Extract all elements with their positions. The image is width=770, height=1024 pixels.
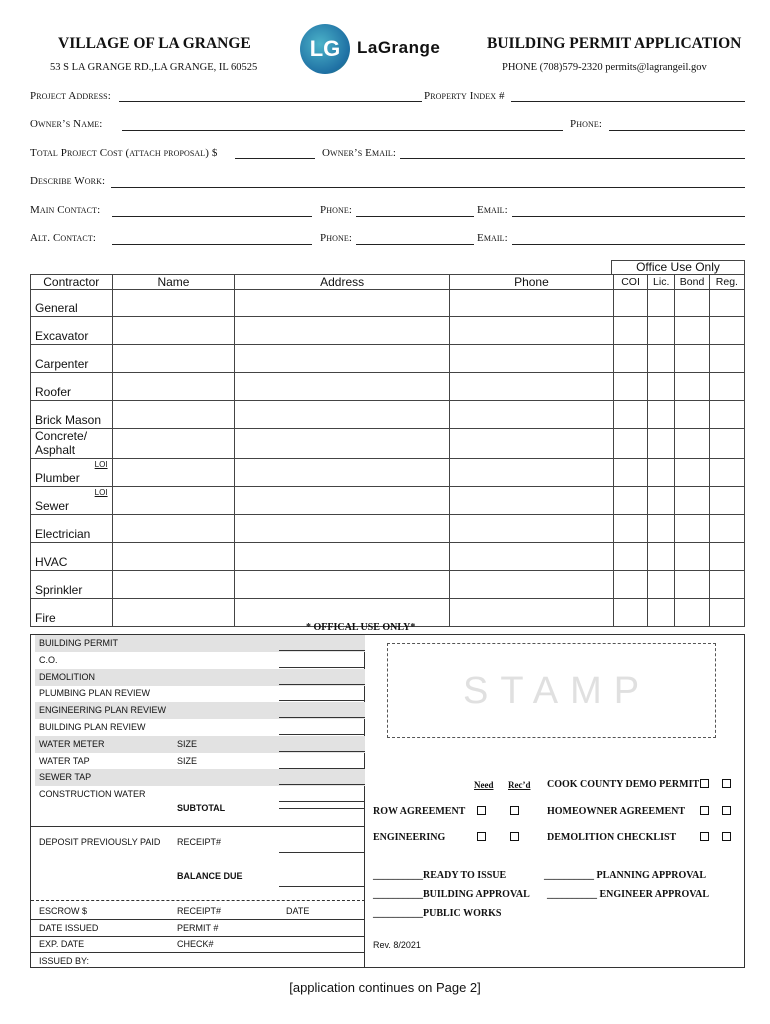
homeowner-agreement-label: HOMEOWNER AGREEMENT	[547, 806, 686, 817]
contractor-entry-cell[interactable]	[112, 459, 235, 487]
contractor-type-text: Sprinkler	[35, 583, 83, 597]
office-check-cell[interactable]	[675, 317, 709, 345]
public-works-item[interactable]: __________PUBLIC WORKS	[373, 908, 502, 919]
owner-phone-field[interactable]	[609, 130, 745, 131]
cook-county-label: COOK COUNTY DEMO PERMIT	[547, 779, 700, 790]
building-approval-item[interactable]: __________BUILDING APPROVAL	[373, 889, 530, 900]
contractor-entry-cell[interactable]	[449, 571, 613, 599]
size-label: SIZE	[177, 755, 198, 766]
office-check-cell[interactable]	[675, 459, 709, 487]
office-check-cell[interactable]	[648, 515, 675, 543]
demo-checklist-need-checkbox[interactable]	[700, 832, 709, 841]
table-row	[31, 317, 745, 345]
contractor-entry-cell[interactable]	[235, 487, 449, 515]
fee-label: CONSTRUCTION WATER	[39, 789, 146, 800]
table-row	[31, 459, 745, 487]
office-check-cell[interactable]	[614, 401, 648, 429]
issued-by-row: ISSUED BY:	[39, 956, 90, 966]
contractor-entry-cell[interactable]	[112, 571, 235, 599]
office-check-cell[interactable]	[614, 429, 648, 459]
office-check-cell[interactable]	[648, 317, 675, 345]
project-address-label: Project Address:	[30, 90, 111, 102]
exp-date-row: EXP. DATE CHECK#	[39, 939, 214, 949]
table-row	[31, 571, 745, 599]
main-contact-field[interactable]	[112, 216, 312, 217]
contractor-type-text: Sewer	[35, 499, 70, 513]
contractor-entry-cell[interactable]	[449, 317, 613, 345]
logo-emblem-icon: LG	[300, 24, 350, 74]
stamp-watermark: STAMP	[463, 670, 652, 712]
main-phone-field[interactable]	[356, 216, 474, 217]
office-check-cell[interactable]	[675, 599, 709, 627]
logo-wordmark: LaGrange	[357, 38, 441, 57]
contractor-entry-cell[interactable]	[235, 290, 449, 317]
fee-label: PLUMBING PLAN REVIEW	[39, 688, 151, 699]
village-logo	[300, 24, 350, 74]
contractor-entry-cell[interactable]	[449, 429, 613, 459]
row-agreement-recd-checkbox[interactable]	[510, 806, 519, 815]
contractor-type-label	[31, 515, 113, 543]
office-check-cell[interactable]	[614, 543, 648, 571]
office-check-cell[interactable]	[675, 401, 709, 429]
table-row	[31, 373, 745, 401]
fee-label: DEMOLITION	[39, 671, 96, 682]
revision-label: Rev. 8/2021	[373, 940, 421, 950]
office-check-cell[interactable]	[709, 515, 744, 543]
contractor-type-text: Carpenter	[35, 357, 89, 371]
office-check-cell[interactable]	[709, 345, 744, 373]
office-check-cell[interactable]	[709, 373, 744, 401]
office-check-cell[interactable]	[709, 317, 744, 345]
engineering-need-checkbox[interactable]	[477, 832, 486, 841]
office-check-cell[interactable]	[614, 515, 648, 543]
row-agreement-label: ROW AGREEMENT	[373, 806, 466, 817]
office-check-cell[interactable]	[614, 290, 648, 317]
fee-label: WATER TAP	[39, 755, 90, 766]
contractor-type-label	[31, 373, 113, 401]
table-row	[31, 290, 745, 317]
contractor-type-label	[31, 599, 113, 627]
contractor-entry-cell[interactable]	[112, 543, 235, 571]
owners-name-field[interactable]	[122, 130, 563, 131]
contractor-type-label	[31, 317, 113, 345]
homeowner-need-checkbox[interactable]	[700, 806, 709, 815]
contractor-type-label	[31, 543, 113, 571]
stamp-area	[387, 643, 716, 738]
property-index-field[interactable]	[511, 101, 745, 102]
continuation-note: [application continues on Page 2]	[289, 980, 481, 995]
owners-name-label: Owner’s Name:	[30, 118, 103, 130]
fee-label: SEWER TAP	[39, 772, 92, 783]
contractor-type-text: HVAC	[35, 555, 68, 569]
cook-county-recd-checkbox[interactable]	[722, 779, 731, 788]
alt-phone-label: Phone:	[320, 232, 352, 244]
main-email-field[interactable]	[512, 216, 745, 217]
engineer-approval-item[interactable]: __________ ENGINEER APPROVAL	[547, 889, 710, 900]
recd-column-label: Rec’d	[508, 780, 531, 790]
office-check-cell[interactable]	[709, 459, 744, 487]
contractor-type-label	[31, 571, 113, 599]
office-check-cell[interactable]	[648, 290, 675, 317]
column-header: COI	[614, 275, 648, 290]
fee-label: BUILDING PLAN REVIEW	[39, 722, 146, 732]
column-header: Bond	[675, 275, 709, 290]
loi-label: LOI	[94, 460, 108, 469]
contractor-table-header	[31, 275, 745, 290]
office-check-cell[interactable]	[614, 459, 648, 487]
size-label: SIZE	[177, 738, 198, 749]
contractor-entry-cell[interactable]	[235, 345, 449, 373]
office-check-cell[interactable]	[614, 317, 648, 345]
escrow-divider	[31, 919, 365, 920]
contractor-table	[30, 274, 745, 627]
alt-contact-label: Alt. Contact:	[30, 232, 96, 244]
office-check-cell[interactable]	[675, 543, 709, 571]
contractor-entry-cell[interactable]	[449, 373, 613, 401]
homeowner-recd-checkbox[interactable]	[722, 806, 731, 815]
office-check-cell[interactable]	[648, 345, 675, 373]
escrow-row: ESCROW $ RECEIPT# DATE	[39, 906, 310, 916]
office-check-cell[interactable]	[648, 429, 675, 459]
office-check-cell[interactable]	[709, 543, 744, 571]
office-check-cell[interactable]	[709, 571, 744, 599]
column-header: Address	[235, 275, 449, 290]
contractor-entry-cell[interactable]	[112, 373, 235, 401]
form-title: BUILDING PERMIT APPLICATION	[487, 35, 742, 52]
contractor-type-text: Plumber	[35, 471, 80, 485]
balance-line[interactable]	[279, 886, 365, 887]
subtotal-divider	[31, 826, 365, 827]
table-row	[31, 345, 745, 373]
contractor-entry-cell[interactable]	[449, 401, 613, 429]
contractor-entry-cell[interactable]	[449, 290, 613, 317]
office-check-cell[interactable]	[648, 543, 675, 571]
date-divider	[31, 936, 365, 937]
need-column-label: Need	[474, 780, 494, 790]
table-row	[31, 515, 745, 543]
loi-label: LOI	[94, 488, 108, 497]
table-row	[31, 543, 745, 571]
contractor-entry-cell[interactable]	[235, 515, 449, 543]
contractor-entry-cell[interactable]	[449, 459, 613, 487]
balance-divider	[31, 900, 365, 901]
village-title: VILLAGE OF LA GRANGE	[58, 35, 251, 52]
project-address-field[interactable]	[119, 101, 422, 102]
subtotal-row: SUBTOTAL	[177, 803, 226, 813]
contractor-entry-cell[interactable]	[112, 317, 235, 345]
contractor-entry-cell[interactable]	[235, 459, 449, 487]
contractor-entry-cell[interactable]	[235, 429, 449, 459]
column-header: Name	[112, 275, 235, 290]
engineering-label: ENGINEERING	[373, 832, 446, 843]
office-check-cell[interactable]	[709, 429, 744, 459]
column-header: Phone	[449, 275, 613, 290]
office-check-cell[interactable]	[614, 373, 648, 401]
office-check-cell[interactable]	[675, 345, 709, 373]
fee-label: BUILDING PERMIT	[39, 638, 119, 648]
contractor-entry-cell[interactable]	[449, 599, 613, 627]
office-check-cell[interactable]	[675, 487, 709, 515]
exp-divider	[31, 952, 365, 953]
contractor-type-label	[31, 429, 113, 459]
engineering-recd-checkbox[interactable]	[510, 832, 519, 841]
contractor-type-text: Roofer	[35, 385, 72, 399]
contractor-type-text: Concrete/ Asphalt	[35, 429, 88, 457]
contractor-entry-cell[interactable]	[449, 345, 613, 373]
contractor-entry-cell[interactable]	[449, 543, 613, 571]
office-check-cell[interactable]	[648, 599, 675, 627]
contractor-entry-cell[interactable]	[235, 373, 449, 401]
property-index-label: Property Index #	[424, 90, 505, 102]
main-phone-label: Phone:	[320, 204, 352, 216]
office-use-only-header: Office Use Only	[611, 260, 745, 274]
demolition-checklist-label: DEMOLITION CHECKLIST	[547, 832, 677, 843]
office-check-cell[interactable]	[709, 401, 744, 429]
contractor-entry-cell[interactable]	[112, 599, 235, 627]
contractor-entry-cell[interactable]	[235, 543, 449, 571]
contractor-type-text: General	[35, 301, 78, 315]
contractor-entry-cell[interactable]	[112, 290, 235, 317]
ready-to-issue-item[interactable]: __________READY TO ISSUE	[373, 870, 507, 881]
describe-work-label: Describe Work:	[30, 175, 106, 187]
contractor-entry-cell[interactable]	[449, 515, 613, 543]
permit-contact: PHONE (708)579-2320 permits@lagrangeil.gov	[502, 62, 707, 73]
contractor-type-text: Brick Mason	[35, 413, 102, 427]
total-cost-field[interactable]	[235, 158, 315, 159]
demo-checklist-recd-checkbox[interactable]	[722, 832, 731, 841]
table-row	[31, 429, 745, 459]
office-check-cell[interactable]	[675, 571, 709, 599]
office-check-cell[interactable]	[614, 599, 648, 627]
fee-label: ENGINEERING PLAN REVIEW	[39, 705, 167, 716]
contractor-entry-cell[interactable]	[112, 401, 235, 429]
fee-label: WATER METER	[39, 738, 105, 749]
column-header: Contractor	[31, 275, 113, 290]
contractor-type-label	[31, 290, 113, 317]
alt-email-field[interactable]	[512, 244, 745, 245]
deposit-receipt-label: RECEIPT#	[177, 837, 222, 847]
office-check-cell[interactable]	[614, 345, 648, 373]
office-check-cell[interactable]	[648, 571, 675, 599]
contractor-type-text: Electrician	[35, 527, 91, 541]
official-use-title: * OFFICAL USE ONLY*	[306, 622, 416, 633]
office-check-cell[interactable]	[614, 571, 648, 599]
contractor-entry-cell[interactable]	[235, 401, 449, 429]
contractor-entry-cell[interactable]	[112, 345, 235, 373]
contractor-type-label	[31, 345, 113, 373]
contractor-entry-cell[interactable]	[235, 317, 449, 345]
office-check-cell[interactable]	[709, 487, 744, 515]
office-check-cell[interactable]	[614, 487, 648, 515]
planning-approval-item[interactable]: __________ PLANNING APPROVAL	[544, 870, 707, 881]
office-check-cell[interactable]	[675, 515, 709, 543]
owner-phone-label: Phone:	[570, 118, 602, 130]
deposit-label: DEPOSIT PREVIOUSLY PAID	[39, 837, 161, 847]
office-check-cell[interactable]	[709, 290, 744, 317]
village-address: 53 S LA GRANGE RD.,LA GRANGE, IL 60525	[50, 62, 258, 73]
deposit-row	[35, 834, 365, 851]
date-issued-row: DATE ISSUED PERMIT #	[39, 923, 219, 933]
office-check-cell[interactable]	[675, 373, 709, 401]
owners-email-label: Owner’s Email:	[322, 147, 396, 159]
cook-county-need-checkbox[interactable]	[700, 779, 709, 788]
contractor-type-label	[31, 487, 113, 515]
main-contact-label: Main Contact:	[30, 204, 101, 216]
describe-work-field[interactable]	[111, 187, 745, 188]
office-check-cell[interactable]	[648, 401, 675, 429]
row-agreement-need-checkbox[interactable]	[477, 806, 486, 815]
office-check-cell[interactable]	[648, 487, 675, 515]
alt-contact-field[interactable]	[112, 244, 312, 245]
contractor-type-text: Fire	[35, 611, 56, 625]
office-check-cell[interactable]	[675, 290, 709, 317]
office-check-cell[interactable]	[709, 599, 744, 627]
total-cost-label: Total Project Cost (attach proposal) $	[30, 147, 218, 159]
table-row	[31, 401, 745, 429]
balance-row: BALANCE DUE	[177, 871, 243, 881]
owners-email-field[interactable]	[400, 158, 745, 159]
contractor-type-text: Excavator	[35, 329, 89, 343]
alt-email-label: Email:	[477, 232, 508, 244]
contractor-type-label	[31, 459, 113, 487]
office-check-cell[interactable]	[648, 459, 675, 487]
contractor-entry-cell[interactable]	[112, 515, 235, 543]
table-row	[31, 487, 745, 515]
column-header: Reg.	[709, 275, 744, 290]
contractor-type-label	[31, 401, 113, 429]
contractor-entry-cell[interactable]	[449, 487, 613, 515]
alt-phone-field[interactable]	[356, 244, 474, 245]
main-email-label: Email:	[477, 204, 508, 216]
contractor-entry-cell[interactable]	[112, 487, 235, 515]
office-check-cell[interactable]	[675, 429, 709, 459]
contractor-entry-cell[interactable]	[112, 429, 235, 459]
deposit-line[interactable]	[279, 852, 365, 853]
column-header: Lic.	[648, 275, 675, 290]
office-check-cell[interactable]	[648, 373, 675, 401]
contractor-entry-cell[interactable]	[235, 571, 449, 599]
fee-label: C.O.	[39, 654, 58, 665]
